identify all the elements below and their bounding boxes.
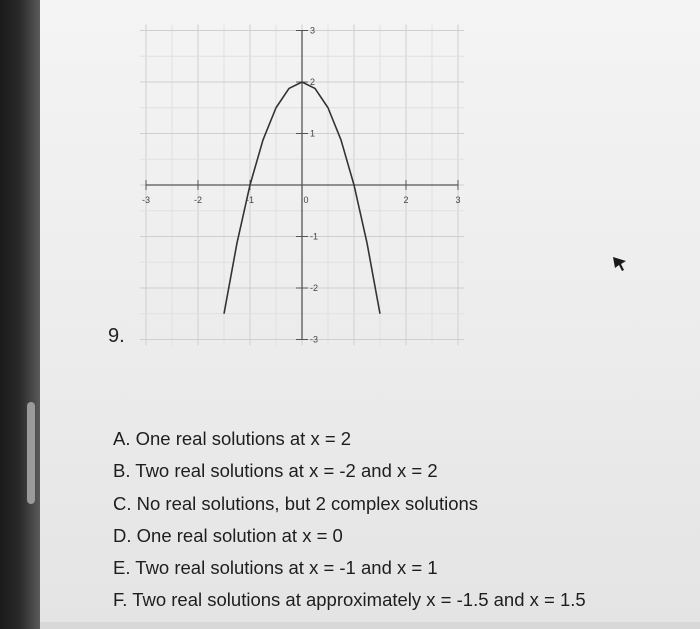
y-tick-label: 2 xyxy=(310,77,316,87)
y-tick-label: -3 xyxy=(310,334,319,345)
x-tick-label: -2 xyxy=(193,195,203,205)
question-number: 9. xyxy=(108,325,125,347)
answer-options xyxy=(113,428,586,622)
mouse-cursor-icon xyxy=(612,256,628,272)
y-tick-label: 3 xyxy=(310,25,316,36)
x-tick-label: -1 xyxy=(245,195,255,205)
x-tick-label: 0 xyxy=(303,195,309,205)
option-e[interactable]: E. Two real solutions at x = -1 and x = 1 xyxy=(113,557,438,579)
x-tick-label: 2 xyxy=(403,195,409,205)
x-tick-label: -3 xyxy=(141,195,151,205)
option-d[interactable]: D. One real solution at x = 0 xyxy=(113,524,343,546)
option-a[interactable]: A. One real solutions at x = 2 xyxy=(113,428,352,449)
y-tick-label: -1 xyxy=(310,231,319,242)
option-c[interactable]: C. No real solutions, but 2 complex solutions xyxy=(113,492,479,514)
y-tick-label: 1 xyxy=(310,128,316,139)
x-tick-label: 3 xyxy=(455,195,461,205)
option-b[interactable]: B. Two real solutions at x = -2 and x = 2 xyxy=(113,460,438,482)
y-tick-label: -2 xyxy=(310,283,319,293)
option-f[interactable]: F. Two real solutions at approximately x = -1.5 and x = 1.5 xyxy=(113,589,586,611)
